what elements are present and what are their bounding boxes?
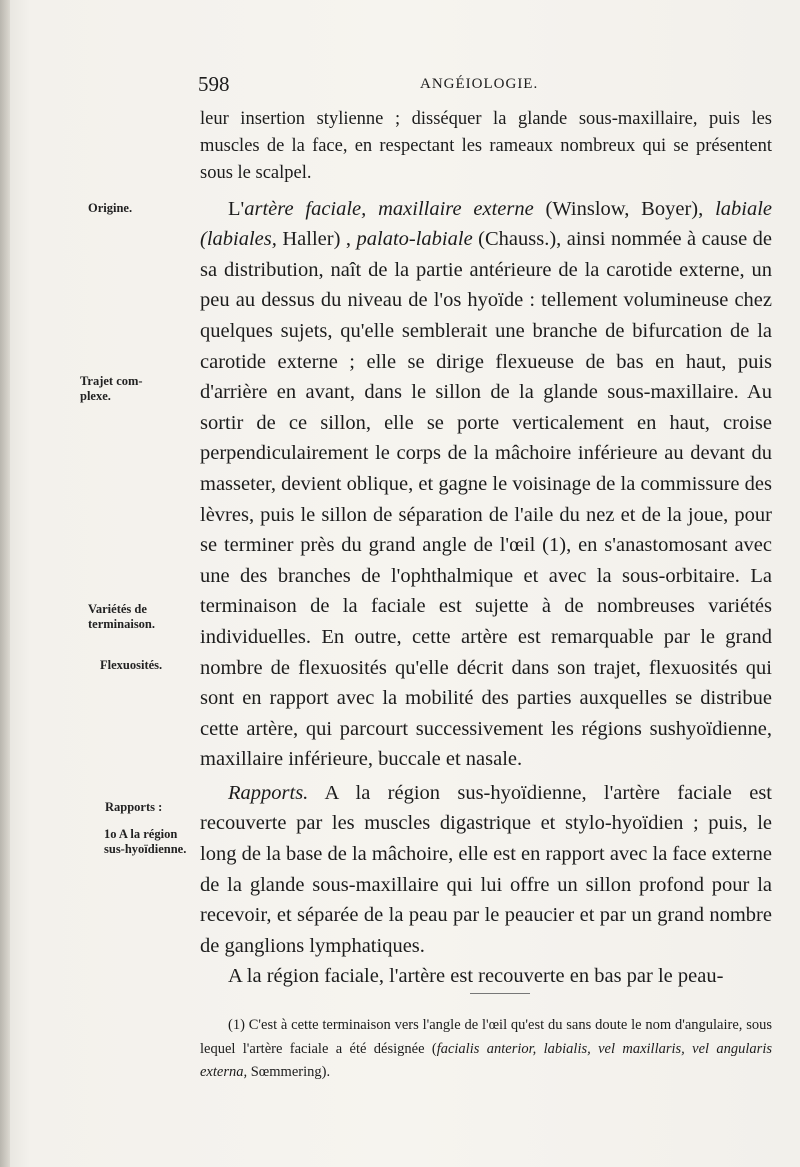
paragraph-faciale: A la région faciale, l'artère est recouverte en bas par le peau- (228, 965, 724, 988)
italic-segment: facialis anterior, labialis, vel maxillaris, vel angularis externa, (200, 1040, 772, 1080)
text-segment: (1) C'est à cette terminaison vers l'angle de l'œil qu'est du sans doute le nom d'angulaire, sous lequel l'artère faciale a été désignée ( (200, 1017, 772, 1057)
paragraph-origin (200, 194, 772, 775)
main-text (200, 106, 772, 992)
page-header (0, 72, 800, 100)
text-segment: Sœmmering). (247, 1064, 331, 1080)
running-head: ANGÉIOLOGIE. (420, 76, 539, 92)
text-segment: (Winslow, Boyer), (533, 197, 716, 220)
footnote (200, 1014, 772, 1085)
margin-note-origine: Origine. (88, 201, 133, 215)
margin-note-flexuosites: Flexuosités. (100, 658, 163, 672)
page-number: 598 (198, 72, 230, 96)
text-segment: (Chauss.), ainsi nommée à cause de sa distribution, naît de la partie antérieure de la carotide externe, un peu au dessus du niveau de l'os hyoïde : tellement volumineuse chez quelques sujets, qu'elle semblerait une branche de bifurcation de la carotide externe ; elle se dirige flexueuse de bas en haut, puis d'arrière en avant, dans le sillon de la glande sous-maxillaire. Au sortir de ce sillon, elle se porte verticalement en haut, croise perpendiculairement le corps de la mâchoire inférieure au devant du masseter, devient oblique, et gagne le voisinage de la commissure des lèvres, puis le sillon de séparation de l'aile du nez et de la joue, pour se terminer près du grand angle de l'œil (1), en s'anastomosant avec une des branches de l'ophthalmique et avec la sous-orbitaire. La terminaison de la faciale est sujette à de nombreuses variétés individuelles. En outre, cette artère est remarquable par le grand nombre de flexuosités qu'elle décrit dans son trajet, flexuosités qui sont en rapport avec la mobilité des parties auxquelles se distribue cette artère, qui parcourt successivement les régions sushyoïdienne, maxillaire inférieure, buccale et nasale. (200, 228, 772, 771)
margin-note-trajet: Trajet com- plexe. (80, 374, 143, 403)
margin-note-rapports: Rapports : (105, 800, 163, 814)
footnote-text (200, 1014, 772, 1085)
paragraph-rapports (200, 778, 772, 962)
footnote-rule (470, 993, 530, 994)
margin-note-varietes: Variétés de terminaison. (88, 602, 156, 631)
paragraph-continuation: leur insertion stylienne ; disséquer la glande sous-maxillaire, puis les muscles de la face, en respectant les rameaux nombreux qui se présentent sous le scalpel. (200, 109, 772, 184)
italic-segment: labiale (labiales, (200, 197, 772, 251)
text-segment: A la région sus-hyoïdienne, l'artère faciale est recouverte par les muscles digastrique et stylo-hyoïdien ; puis, le long de la base de la mâchoire, elle est en rapport avec la face externe de la glande sous-maxillaire qui lui offre un sillon profond pour la recevoir, et séparée de la peau par le peaucier et par un grand nombre de ganglions lymphatiques. (200, 781, 772, 957)
italic-segment: palato-labiale (356, 228, 473, 251)
margin-note-region-sus-hyoidienne: 1o A la région sus-hyoïdienne. (104, 827, 187, 856)
text-segment: Haller) , (276, 228, 357, 251)
text-segment: L' (228, 197, 245, 220)
italic-segment: Rapports. (228, 781, 309, 804)
page-binding-shadow (0, 0, 10, 1167)
italic-segment: artère faciale, maxillaire externe (244, 197, 534, 220)
